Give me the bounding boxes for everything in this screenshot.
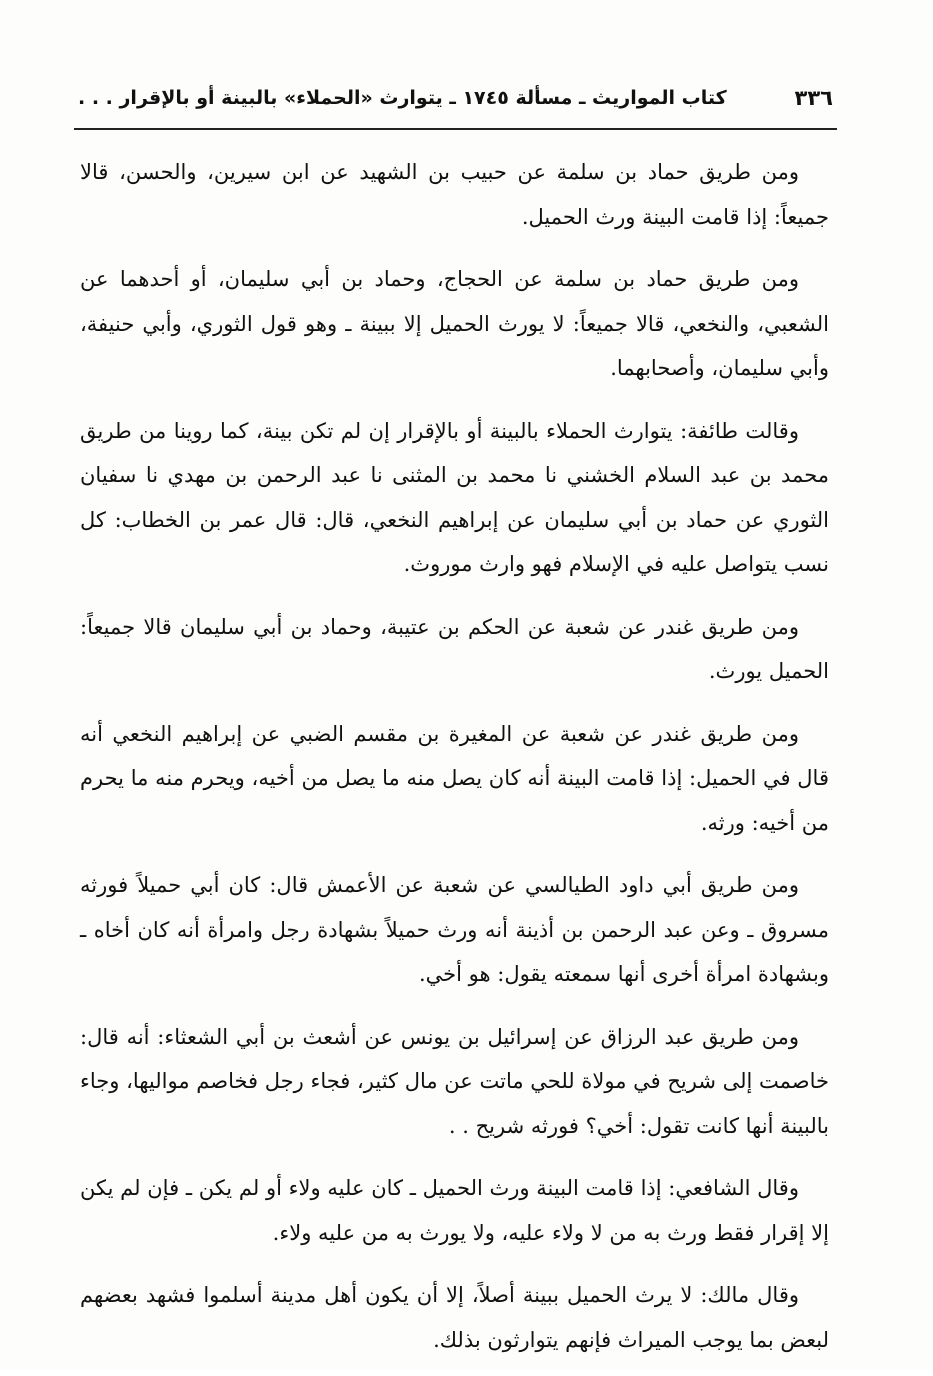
paragraph: ومن طريق حماد بن سلمة عن الحجاج، وحماد بن أبي سليمان، أو أحدهما عن الشعبي، والنخعي، قالا جميعاً: لا يورث الحميل إلا ببينة ـ وهو قول الثوري، وأبي حنيفة، وأبي سليمان، وأصحابهما.	[80, 267, 829, 380]
paragraph: ومن طريق عبد الرزاق عن إسرائيل بن يونس عن أشعث بن أبي الشعثاء: أنه قال: خاصمت إلى شريح في مولاة للحي ماتت عن مال كثير، فجاء رجل فخاصم مواليها، وجاء بالبينة أنها كانت تقول: أخي؟ فورثه شريح . .	[80, 1024, 829, 1138]
page-header	[78, 78, 833, 118]
page-number: ٣٣٦	[794, 86, 833, 110]
paragraph: ومن طريق حماد بن سلمة عن حبيب بن الشهيد عن ابن سيرين، والحسن، قالا جميعاً: إذا قامت البينة ورث الحميل.	[80, 160, 829, 229]
paragraph: وقال مالك: لا يرث الحميل ببينة أصلاً، إلا أن يكون أهل مدينة أسلموا فشهد بعضهم لبعض بما يوجب الميراث فإنهم يتوارثون بذلك.	[80, 1283, 829, 1352]
body-text	[80, 150, 829, 1376]
paragraph: ومن طريق غندر عن شعبة عن المغيرة بن مقسم الضبي عن إبراهيم النخعي أنه قال في الحميل: إذا قامت البينة أنه كان يصل منه ما يصل من أخيه، ويحرم منه ما يحرم من أخيه: ورثه.	[80, 721, 829, 835]
paragraph: ومن طريق غندر عن شعبة عن الحكم بن عتيبة، وحماد بن أبي سليمان قالا جميعاً: الحميل يورث.	[80, 614, 829, 683]
paragraph: وقالت طائفة: يتوارث الحملاء بالبينة أو بالإقرار إن لم تكن بينة، كما روينا من طريق محمد بن عبد السلام الخشني نا محمد بن المثنى نا عبد الرحمن بن مهدي نا سفيان الثوري عن حماد بن أبي سليمان عن إبراهيم النخعي، قال: قال عمر بن الخطاب: كل نسب يتواصل عليه في الإسلام فهو وارث موروث.	[80, 418, 829, 576]
running-title: كتاب المواريث ـ مسألة ١٧٤٥ ـ يتوارث «الحملاء» بالبينة أو بالإقرار . . .	[78, 87, 727, 109]
paragraph: وقال الشافعي: إذا قامت البينة ورث الحميل ـ كان عليه ولاء أو لم يكن ـ فإن لم يكن إلا إقرار فقط ورث به من لا ولاء عليه، ولا يورث به من عليه ولاء.	[80, 1176, 829, 1245]
paragraph: ومن طريق أبي داود الطيالسي عن شعبة عن الأعمش قال: كان أبي حميلاً فورثه مسروق ـ وعن عبد الرحمن بن أذينة أنه ورث حميلاً بشهادة رجل وامرأة أنه كان أخاه ـ وبشهادة امرأة أخرى أنها سمعته يقول: هو أخي.	[80, 873, 829, 986]
header-divider	[74, 128, 837, 130]
